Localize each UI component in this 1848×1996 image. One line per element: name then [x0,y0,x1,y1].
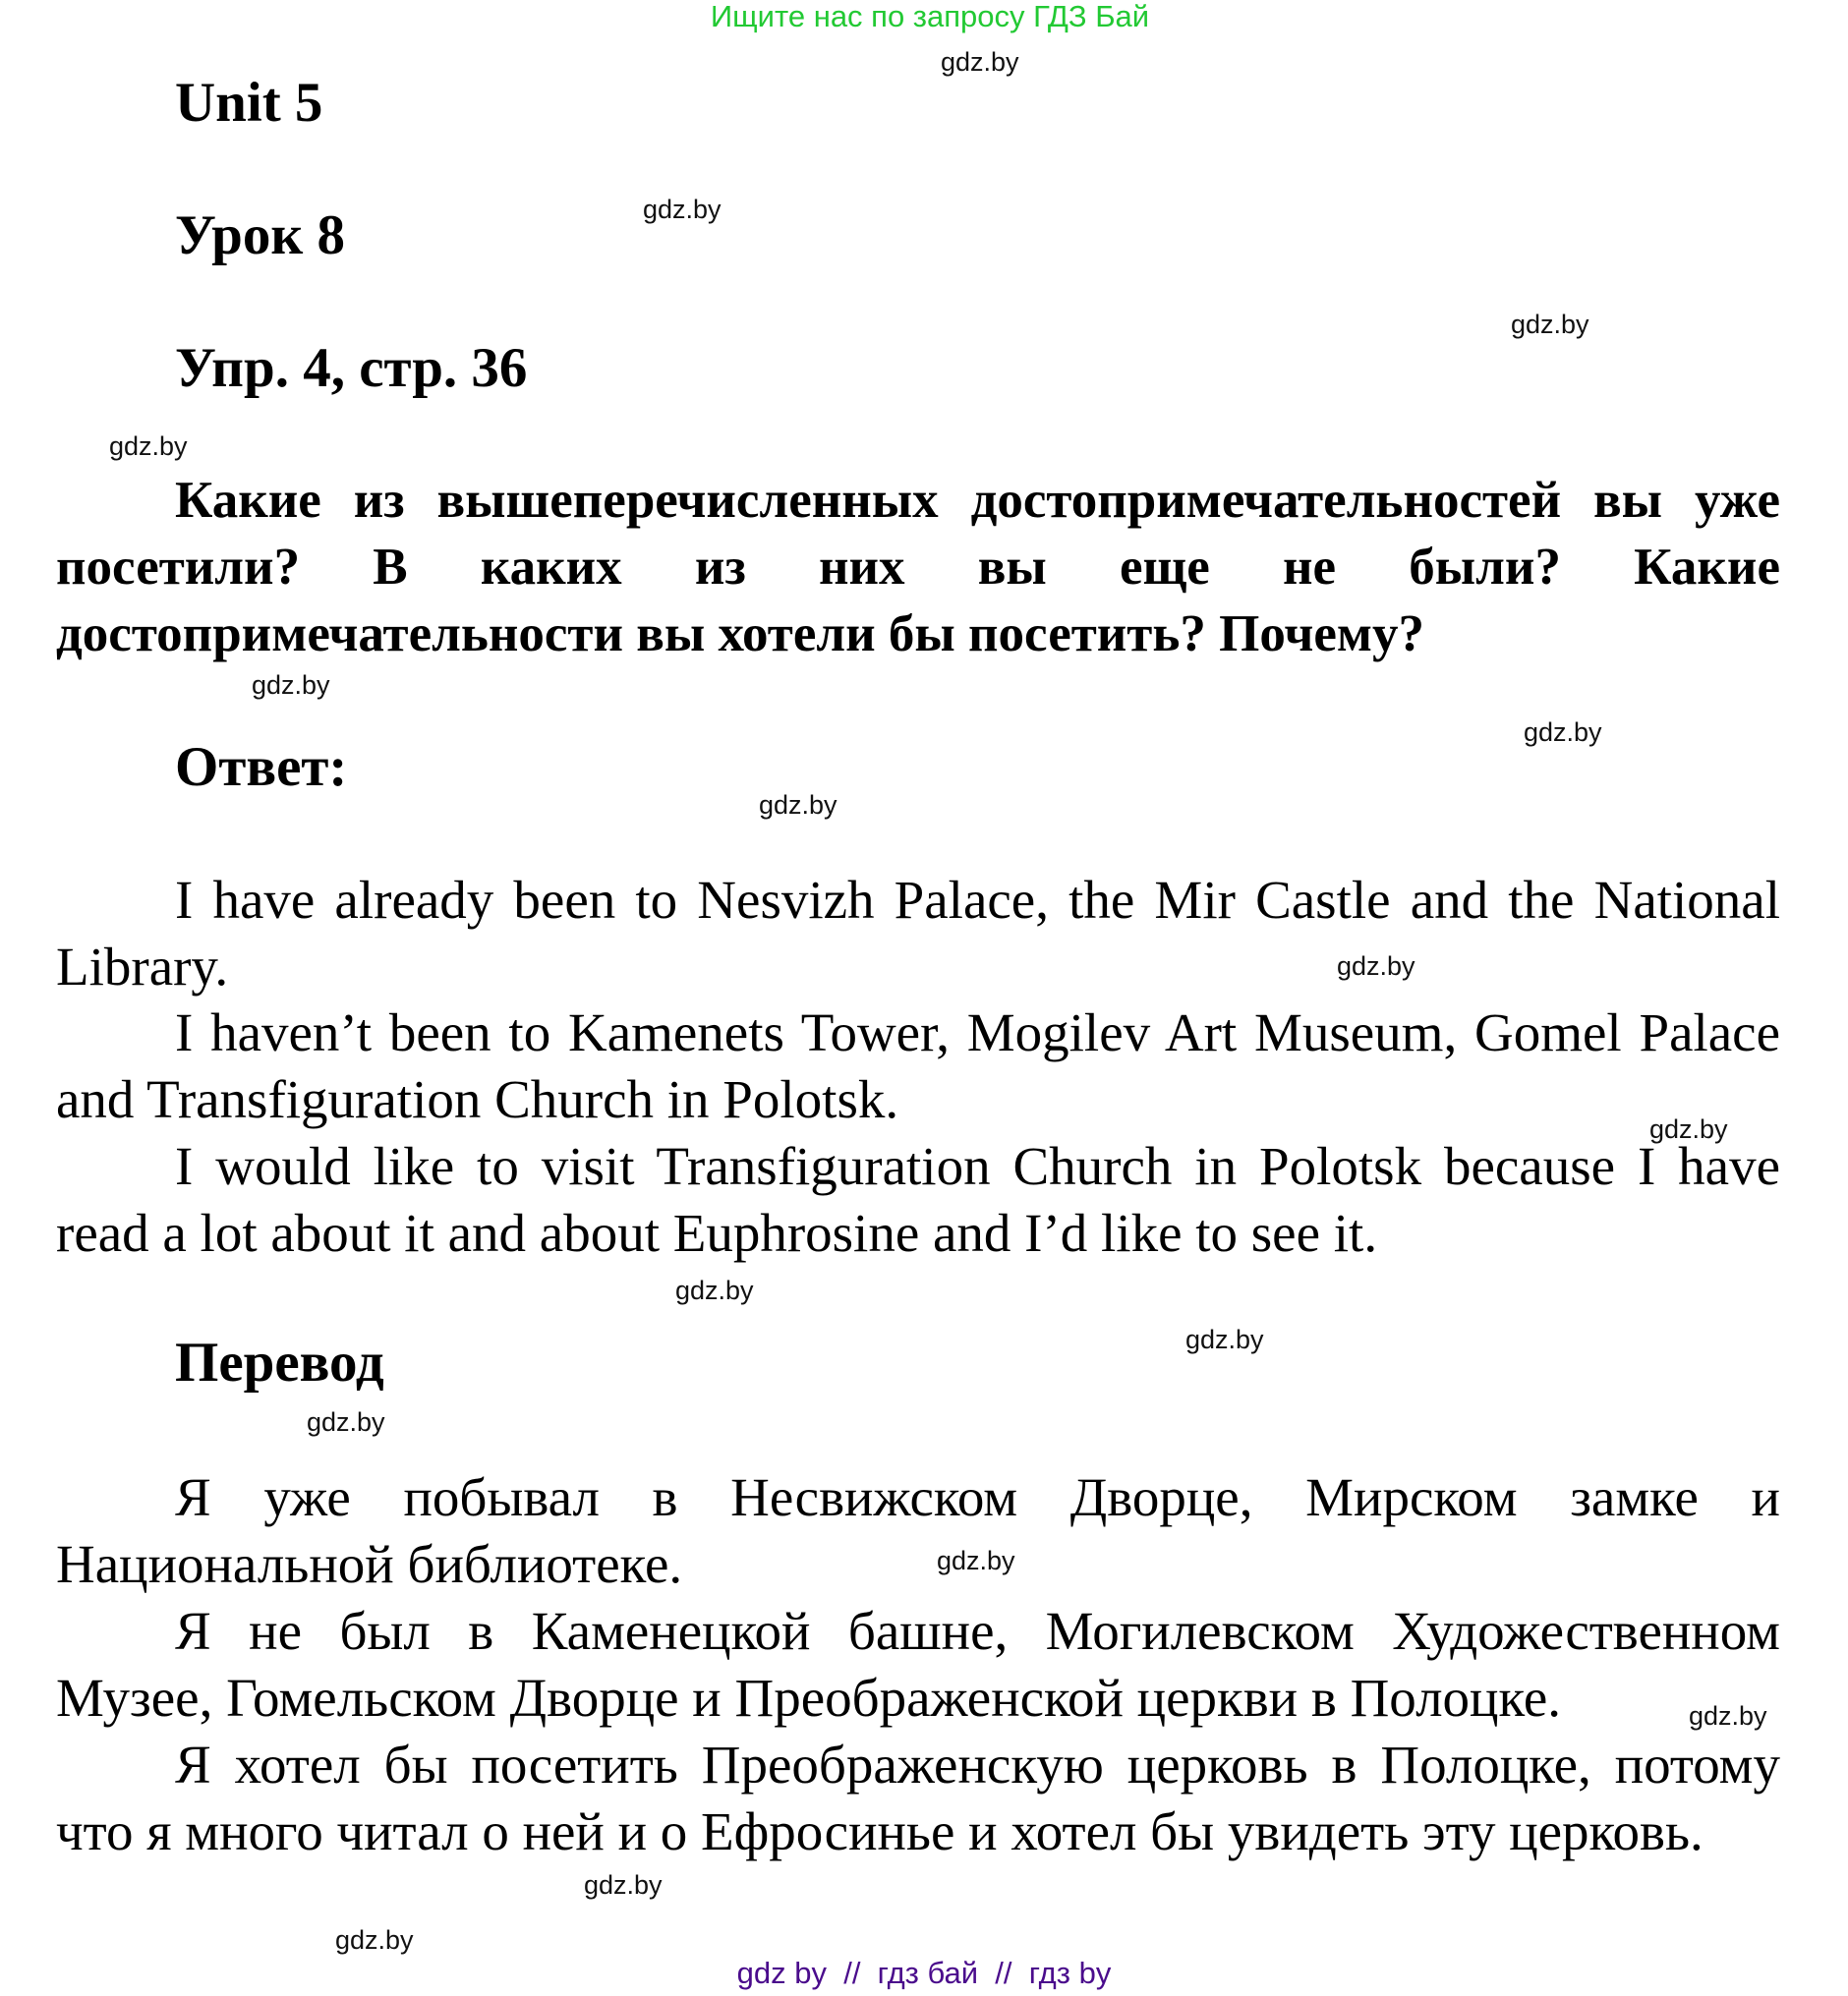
watermark: gdz.by [1524,717,1602,747]
unit-heading: Unit 5 [175,72,323,134]
translation-heading: Перевод [175,1332,384,1394]
translation-paragraph-2: Я не был в Каменецкой башне, Могилевском Художественном Музее, Гомельском Дворце и Преображенской церкви в Полоцке. [56,1601,1780,1728]
translation-paragraph-3: Я хотел бы посетить Преображенскую церковь в Полоцке, потому что я много читал о ней и о Ефросинье и хотел бы увидеть эту церковь. [56,1735,1780,1861]
watermark: gdz.by [1185,1325,1264,1354]
watermark: gdz.by [584,1870,663,1900]
translation-paragraph-1: Я уже побывал в Несвижском Дворце, Мирском замке и Национальной библиотеке. [56,1467,1780,1594]
watermark: gdz.by [252,670,330,700]
watermark: gdz.by [937,1546,1015,1575]
watermark: gdz.by [1337,951,1415,981]
answer-paragraph-2: I haven’t been to Kamenets Tower, Mogilev Art Museum, Gomel Palace and Transfiguration Church in Polotsk. [56,1002,1780,1129]
watermark: gdz.by [335,1925,414,1955]
lesson-heading: Урок 8 [175,204,345,266]
watermark: gdz.by [1689,1701,1767,1731]
answer-paragraph-3: I would like to visit Transfiguration Church in Polotsk because I have read a lot about it and about Euphrosine and I’d like to see it. [56,1136,1780,1263]
watermark: gdz.by [1649,1114,1728,1144]
answer-heading: Ответ: [175,736,348,798]
exercise-question: Какие из вышеперечисленных достопримечательностей вы уже посетили? В каких из них вы еще не были? Какие достопримечательности вы хотели бы посетить? Почему? [56,472,1780,662]
watermark: gdz.by [643,195,722,224]
exercise-heading: Упр. 4, стр. 36 [175,337,528,399]
watermark: gdz.by [941,47,1019,77]
answer-paragraph-1: I have already been to Nesvizh Palace, the Mir Castle and the National Library. [56,870,1780,997]
watermark: gdz.by [1511,310,1589,339]
footer-links[interactable]: gdz by // гдз бай // гдз by [736,1956,1112,1990]
watermark: gdz.by [759,790,837,820]
watermark: gdz.by [675,1276,754,1305]
watermark: gdz.by [307,1407,385,1437]
promo-banner[interactable]: Ищите нас по запросу ГДЗ Бай [710,0,1150,33]
watermark: gdz.by [109,431,188,461]
